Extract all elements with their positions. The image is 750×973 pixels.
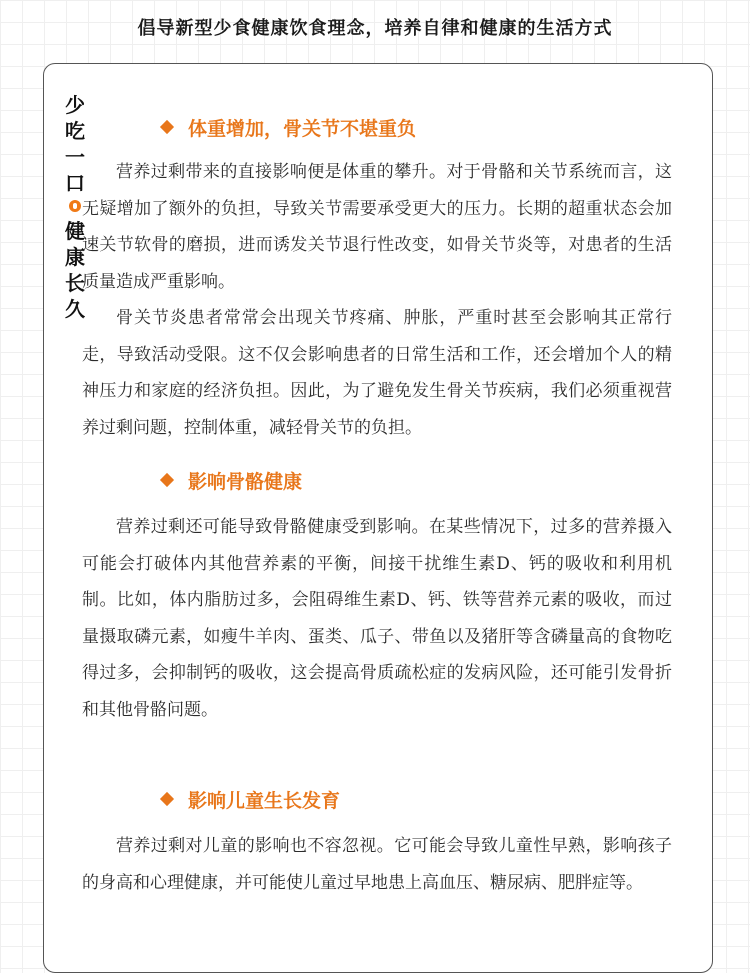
vertical-title-char: 吃 [65,119,85,143]
body-paragraph: 营养过剩还可能导致骨骼健康受到影响。在某些情况下，过多的营养摄入可能会打破体内其他营养素的平衡，间接干扰维生素D、钙的吸收和利用机制。比如，体内脂肪过多，会阻碍维生素D、钙、铁等营养元素的吸收，而过量摄取磷元素，如瘦牛羊肉、蛋类、瓜子、带鱼以及猪肝等含磷量高的食物吃得过多，会抑制钙的吸收，这会提高骨质疏松症的发病风险，还可能引发骨折和其他骨骼问题。 [82,517,672,720]
section-heading [162,467,302,494]
vertical-title-char: 久 [65,297,85,321]
vertical-title-char: 少 [65,93,85,117]
section-heading-text: 体重增加，骨关节不堪重负 [188,118,417,140]
content-card [43,63,713,973]
vertical-title-char: 健 [65,219,85,243]
body-paragraph: 营养过剩带来的直接影响便是体重的攀升。对于骨骼和关节系统而言，这无疑增加了额外的负担，导致关节需要承受更大的压力。长期的超重状态会加速关节软骨的磨损，进而诱发关节退行性改变，如骨关节炎等，对患者的生活质量造成严重影响。 [82,162,672,292]
vertical-title-char: 长 [65,271,85,295]
page-header: 倡导新型少食健康饮食理念，培养自律和健康的生活方式 [137,18,613,39]
section-heading-text: 影响儿童生长发育 [188,790,341,812]
body-paragraph: 骨关节炎患者常常会出现关节疼痛、肿胀，严重时甚至会影响其正常行走，导致活动受限。这不仅会影响患者的日常生活和工作，还会增加个人的精神压力和家庭的经济负担。因此，为了避免发生骨关节疾病，我们必须重视营养过剩问题，控制体重，减轻骨关节的负担。 [82,308,672,438]
body-paragraph: 营养过剩对儿童的影响也不容忽视。它可能会导致儿童性早熟，影响孩子的身高和心理健康，并可能使儿童过早地患上高血压、糖尿病、肥胖症等。 [82,836,672,893]
diamond-bullet-icon [160,473,174,487]
section-heading [162,786,340,813]
vertical-title-char: 一 [65,145,85,169]
orange-comma-icon [69,200,81,212]
section-heading-text: 影响骨骼健康 [188,471,303,493]
section-heading [162,114,416,141]
vertical-title-char: 口 [65,171,85,195]
diamond-bullet-icon [160,120,174,134]
vertical-title-char: 康 [65,245,85,269]
diamond-bullet-icon [160,792,174,806]
